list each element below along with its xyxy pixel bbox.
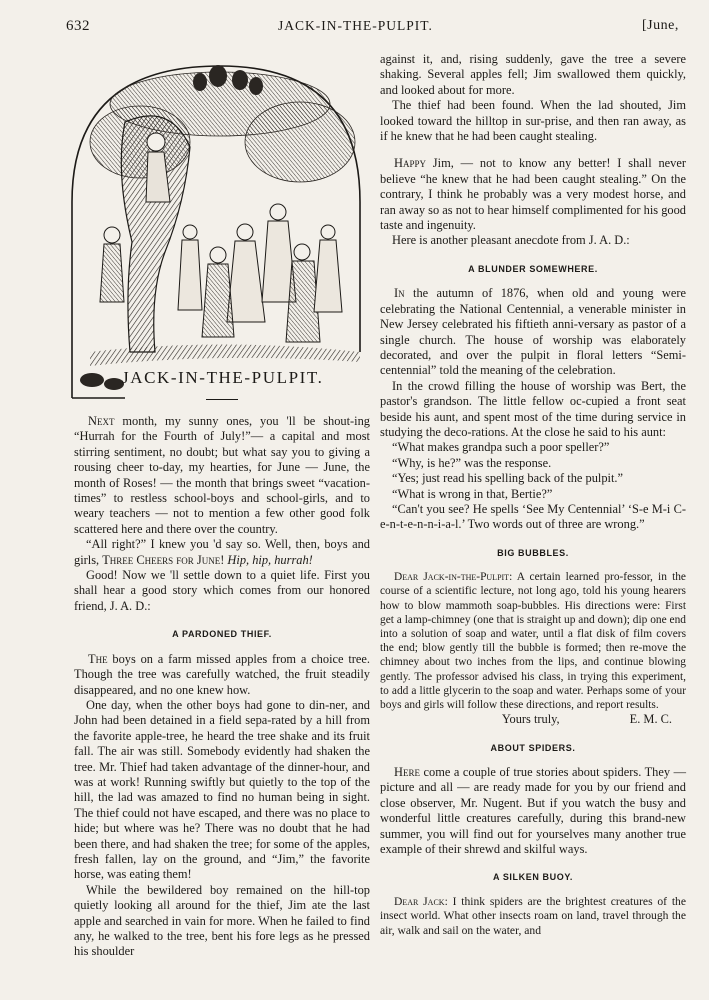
section-heading: A SILKEN BUOY. <box>492 872 574 883</box>
article-title: JACK-IN-THE-PULPIT. <box>122 368 324 387</box>
paragraph-text: : A certain learned pro-fessor, in the course of a scientific lecture, not long ago, told his young hearers how to blow mammoth soap-bubbles. His directions were: First get a lamp-chimney (one that is straight up and down); dip one end into a solution of soap and water, until a flat disk of film covers the end; blow gently till the bubble is formed; then re-move the chimney about two inches from the lips, and continue blowing gently. The professor advised his class, in trying this experiment, to add a little glycerin to the soap and water. Perhaps some of your boys and girls will follow these directions, and report results. <box>380 571 686 712</box>
story-paragraph <box>380 286 686 378</box>
section-heading: ABOUT SPIDERS. <box>490 742 576 753</box>
comment-paragraph: Here is another pleasant anecdote from J. A. D.: <box>392 233 630 248</box>
intro-paragraph <box>74 414 370 537</box>
section-heading: A PARDONED THIEF. <box>172 629 272 640</box>
paragraph-text: “All right?” I knew you 'd say so. Well, then, boys and girls, <box>74 537 370 567</box>
comment-paragraph <box>380 156 686 233</box>
lead-word: Here <box>394 765 420 780</box>
running-title: JACK-IN-THE-PULPIT. <box>278 18 433 33</box>
lead-word: The <box>88 651 108 666</box>
dialogue-line: “What makes grandpa such a poor speller?” <box>392 440 610 455</box>
right-column <box>380 52 686 938</box>
lead-word: Next <box>88 414 115 428</box>
intro-paragraph <box>74 568 370 614</box>
jack-in-the-pulpit-illustration <box>70 52 370 399</box>
story-paragraph: against it, and, rising suddenly, gave the tree a severe shaking. Several apples fell; Jim swallowed them quickly, and looked about for more. <box>380 52 686 97</box>
story-paragraph: One day, when the other boys had gone to din-ner, and John had been detained in a field sepa-rated by a hill from the favorite apple-tree, he heard the tree shake and its fruit fall. The air was still. Somebody evidently had shaken the tree. Mr. Thief had taken advantage of the dinner-hour, and was at work! Running swiftly but quietly to the top of the hill, the lad was amazed to find no human being in sight. The thief could not have escaped, and there was no place to hide; but where was he? There was no doubt that he had been there, and had shaken the tree; for some of the apples, fresh fallen, lay on the ground, and “Jim,” the favorite horse, was eating them! <box>74 697 370 882</box>
story-paragraph: In the crowd filling the house of worship was Bert, the pastor's grandson. The little fellow oc-cupied a front seat beside his aunt, and spent most of the time during service in studying the deco-rations. At the close he said to his aunt: <box>380 378 686 439</box>
story-paragraph: The thief had been found. When the lad shouted, Jim looked toward the hilltop in sur-prise, and then ran away, as if he knew that he had been caught stealing. <box>380 98 686 144</box>
page-number: 632 <box>66 18 90 34</box>
small-caps-phrase: Three Cheers for June <box>102 552 221 567</box>
salutation: Dear Jack <box>394 894 445 908</box>
lead-word: Happy <box>394 156 426 171</box>
dialogue-line: “Yes; just read his spelling back of the pulpit.” <box>392 471 624 486</box>
section-heading: BIG BUBBLES. <box>497 547 569 558</box>
paragraph-text: come a couple of true stories about spiders. They — picture and all — are ready made for you by our friend and close observer, Mr. Nugent. But if you watch the busy and wonderful little creatures carefully, during this brand-new summer, you will find out for yourselves many another true example of their shrewd and skilful ways. <box>380 765 686 857</box>
story-paragraph: While the bewildered boy remained on the hill-top quietly looking all around for the thief, Jim ate the last apple and searched in vain for more. When he failed to find any, he walked to the tree, bent his fore legs as he pressed his shoulder <box>74 882 370 959</box>
paragraph-text: ! <box>220 552 228 567</box>
story-paragraph <box>380 765 686 857</box>
engraving-illustration <box>70 52 370 399</box>
left-column <box>74 52 370 960</box>
section-heading: A BLUNDER SOMEWHERE. <box>468 263 598 274</box>
lead-word: In <box>394 286 405 301</box>
paragraph-text: boys on a farm missed apples from a choice tree. Though the tree was carefully watched, the fruit steadily disappeared, and no one knew how. <box>74 651 370 697</box>
initials: E. M. C. <box>629 712 672 727</box>
paragraph-text: month, my sunny ones, you 'll be shout-ing “Hurrah for the Fourth of July!”— a capital and most stirring sentiment, no doubt; but what say you to giving a rousing cheer to-day, my hearties, for June — June, the month of Roses! — the month that brings sweet “vacation-times” to restless school-boys and school-girls, and to weary teachers — not to mention a few other good folk scattered here and there over the country. <box>74 414 370 536</box>
running-month: [June, <box>642 18 679 33</box>
dialogue-line: “What is wrong in that, Bertie?” <box>392 486 553 501</box>
salutation: Dear Jack-in-the-Pulpit <box>394 571 510 584</box>
intro-paragraph <box>74 537 370 568</box>
italic-phrase: Hip, hip, hurrah! <box>227 552 313 567</box>
letter-signature <box>380 712 686 727</box>
paragraph-text: Jim, — not to know any better! I shall never believe “he knew that he had been caught stealing.” On the contrary, I think he probably was a very modest horse, and ran away so as not to hear himself complimented for his good taste and ingenuity. <box>380 156 686 233</box>
letter-paragraph <box>380 570 686 712</box>
dialogue-line: “Can't you see? He spells ‘See My Centennial’ ‘S-e M-i C-e-n-t-e-n-n-i-a-l.’ Two words out of three are wrong.” <box>380 501 686 532</box>
story-paragraph <box>74 652 370 698</box>
dialogue-line: “Why, is he?” was the response. <box>392 455 552 470</box>
title-rule <box>206 399 238 400</box>
paragraph-text: Good! Now we 'll settle down to a quiet life. First you shall hear a good story which comes from our honored friend, J. A. D.: <box>74 568 370 613</box>
closing: Yours truly, <box>501 712 560 727</box>
letter-paragraph <box>380 895 686 938</box>
paragraph-text: : I think spiders are the brightest creatures of the insect world. What other insects roam on land, travel through the air, walk and sail on the water, and <box>380 894 686 937</box>
paragraph-text: the autumn of 1876, when old and young were celebrating the National Centennial, a venerable minister in New Jersey celebrated his fiftieth anni-versary as pastor of a single church. The house of worship was elaborately decorated, and over the pulpit in floral letters “Semi-centennial” told the meaning of the celebration. <box>380 286 686 378</box>
